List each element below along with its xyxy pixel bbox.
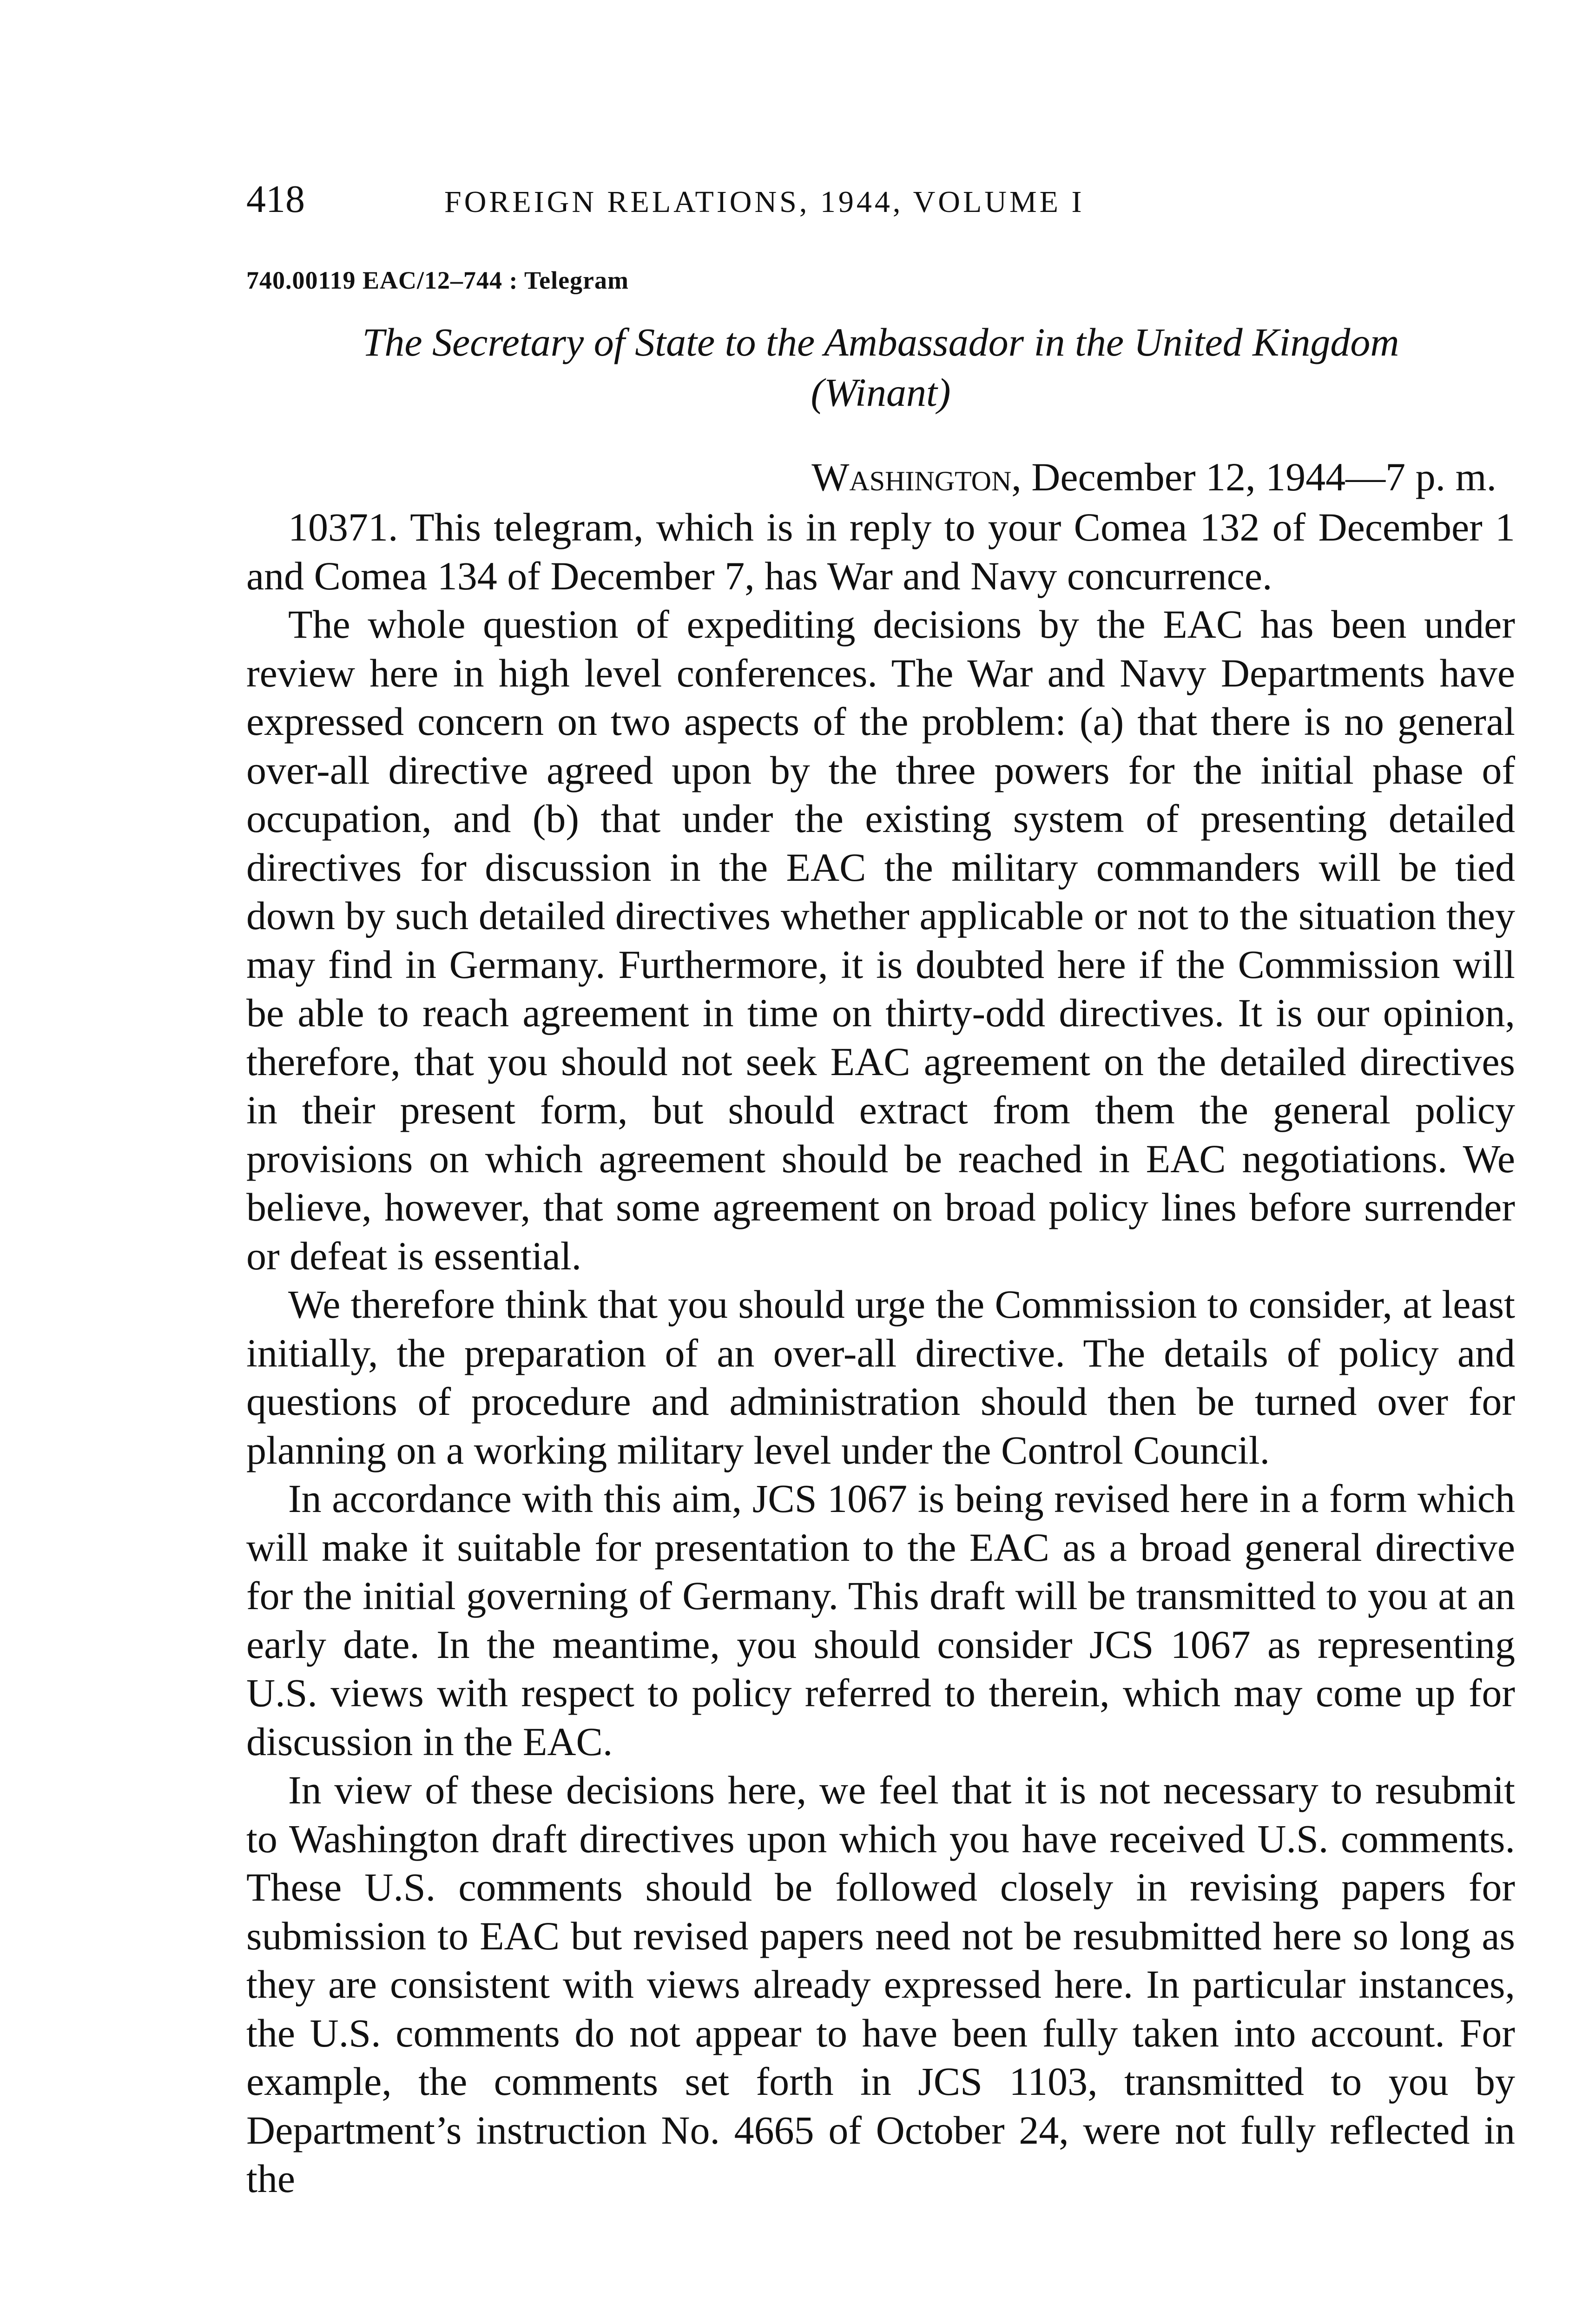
dateline-date: , December 12, 1944—7 p. m. (1011, 455, 1496, 499)
body-text (246, 503, 1515, 2203)
paragraph-4: In accordance with this aim, JCS 1067 is being revised here in a form which will make it suitable for presentation to the EAC as a broad general directive for the initial governing of Germany. This draft will be transmitted to you at an early date. In the meantime, you should consider JCS 1067 as representing U.S. views with respect to policy referred to therein, which may come up for discussion in the EAC. (246, 1476, 1515, 1764)
document-title (246, 317, 1515, 417)
dateline-place: Washington (811, 455, 1012, 499)
paragraph-5: In view of these decisions here, we feel that it is not necessary to resubmit to Washington draft directives upon which you have received U.S. comments. These U.S. comments should be followed closely in revising papers for submission to EAC but revised papers need not be resubmitted here so long as they are consistent with views already expressed here. In particular instances, the U.S. comments do not appear to have been fully taken into account. For example, the comments set forth in JCS 1103, transmitted to you by Department’s instruction No. 4665 of October 24, were not fully reflected in the (246, 1768, 1515, 2201)
dateline (246, 454, 1515, 500)
document-title-line2: (Winant) (811, 370, 951, 415)
document-title-line1: The Secretary of State to the Ambassador in the United Kingdom (362, 320, 1399, 364)
paragraph-1: 10371. This telegram, which is in reply to your Comea 132 of December 1 and Comea 134 of December 7, has War and Navy concurrence. (246, 505, 1515, 598)
file-reference: 740.00119 EAC/12–744 : Telegram (246, 266, 629, 294)
paragraph-2: The whole question of expediting decisions by the EAC has been under review here in high level conferences. The War and Navy Departments have expressed concern on two aspects of the problem: (a) that there is no general over-all directive agreed upon by the three powers for the initial phase of occupation, and (b) that under the existing system of presenting detailed directives for discussion in the EAC the military commanders will be tied down by such detailed directives whether applicable or not to the situation they may find in Germany. Furthermore, it is doubted here if the Commission will be able to reach agreement in time on thirty-odd directives. It is our opinion, therefore, that you should not seek EAC agreement on the detailed directives in their present form, but should extract from them the general policy provisions on which agreement should be reached in EAC negotiations. We believe, however, that some agreement on broad policy lines before surrender or defeat is essential. (246, 602, 1515, 1278)
running-header (246, 177, 1515, 223)
running-title: FOREIGN RELATIONS, 1944, VOLUME I (444, 185, 1085, 219)
document-page (246, 177, 1515, 2203)
paragraph-3: We therefore think that you should urge the Commission to consider, at least initially, the preparation of an over-all directive. The details of policy and questions of procedure and administration should then be turned over for planning on a working military level under the Control Council. (246, 1282, 1515, 1472)
page-number: 418 (246, 178, 305, 221)
